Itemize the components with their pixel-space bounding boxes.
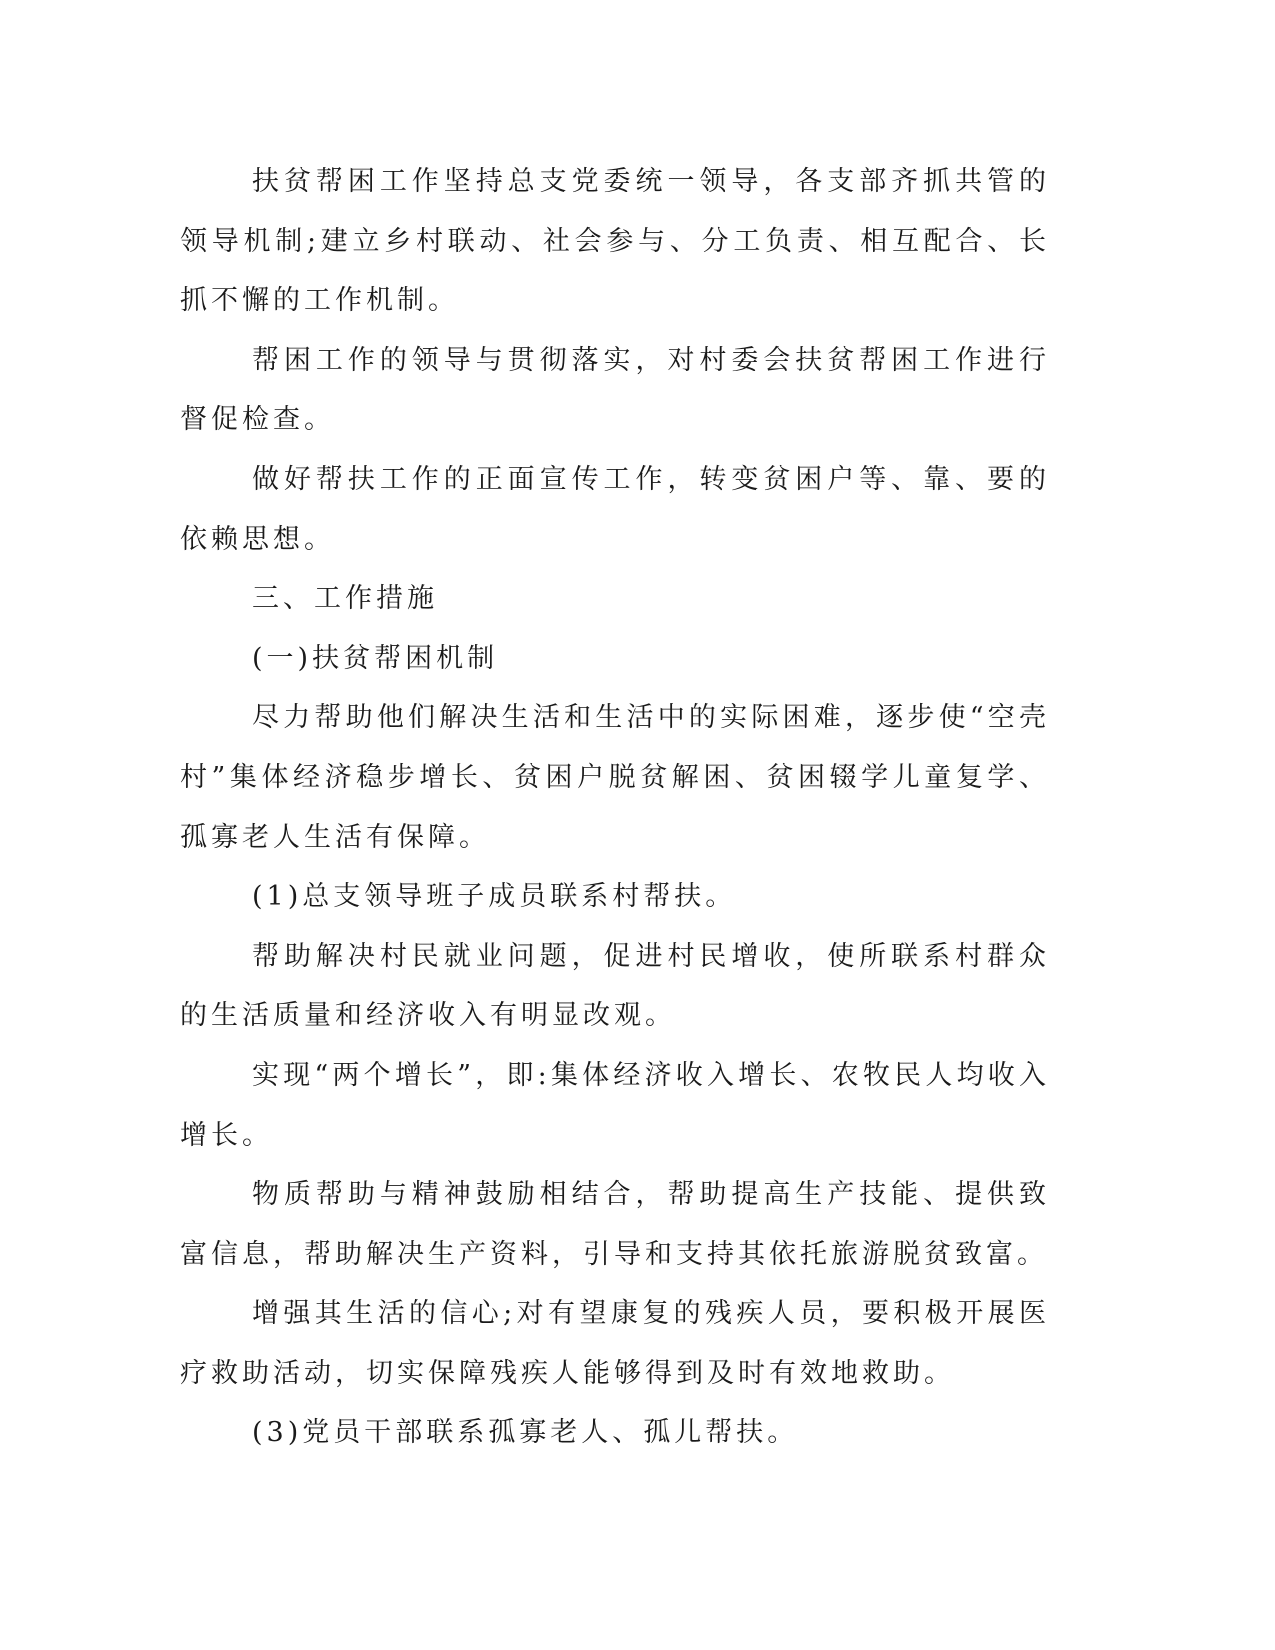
paragraph-employment: 帮助解决村民就业问题，促进村民增收，使所联系村群众的生活质量和经济收入有明显改观。	[180, 940, 1050, 1032]
paragraph-goals: 尽力帮助他们解决生活和生活中的实际困难，逐步使“空壳村”集体经济稳步增长、贫困户脱贫解困、贫困辍学儿童复学、孤寡老人生活有保障。	[180, 702, 1050, 853]
item-3-elderly-orphans: (3)党员干部联系孤寡老人、孤儿帮扶。	[252, 1417, 799, 1449]
paragraph-supervision: 帮困工作的领导与贯彻落实，对村委会扶贫帮困工作进行督促检查。	[180, 344, 1050, 436]
section-heading-work-measures: 三、工作措施	[252, 583, 438, 615]
document-body	[180, 152, 1050, 1463]
paragraph-material-spiritual: 物质帮助与精神鼓励相结合，帮助提高生产技能、提供致富信息，帮助解决生产资料，引导和支持其依托旅游脱贫致富。	[180, 1179, 1050, 1270]
paragraph-disability-aid: 增强其生活的信心;对有望康复的残疾人员，要积极开展医疗救助活动，切实保障残疾人能够得到及时有效地救助。	[180, 1298, 1050, 1389]
paragraph-leadership-mechanism: 扶贫帮困工作坚持总支党委统一领导，各支部齐抓共管的领导机制;建立乡村联动、社会参与、分工负责、相互配合、长抓不懈的工作机制。	[180, 166, 1050, 317]
paragraph-two-growths: 实现“两个增长”，即:集体经济收入增长、农牧民人均收入增长。	[180, 1059, 1050, 1151]
paragraph-publicity: 做好帮扶工作的正面宣传工作，转变贫困户等、靠、要的依赖思想。	[180, 463, 1050, 555]
item-1-leadership-contact: (1)总支领导班子成员联系村帮扶。	[252, 881, 737, 913]
subsection-heading-mechanism: (一)扶贫帮困机制	[252, 642, 499, 674]
